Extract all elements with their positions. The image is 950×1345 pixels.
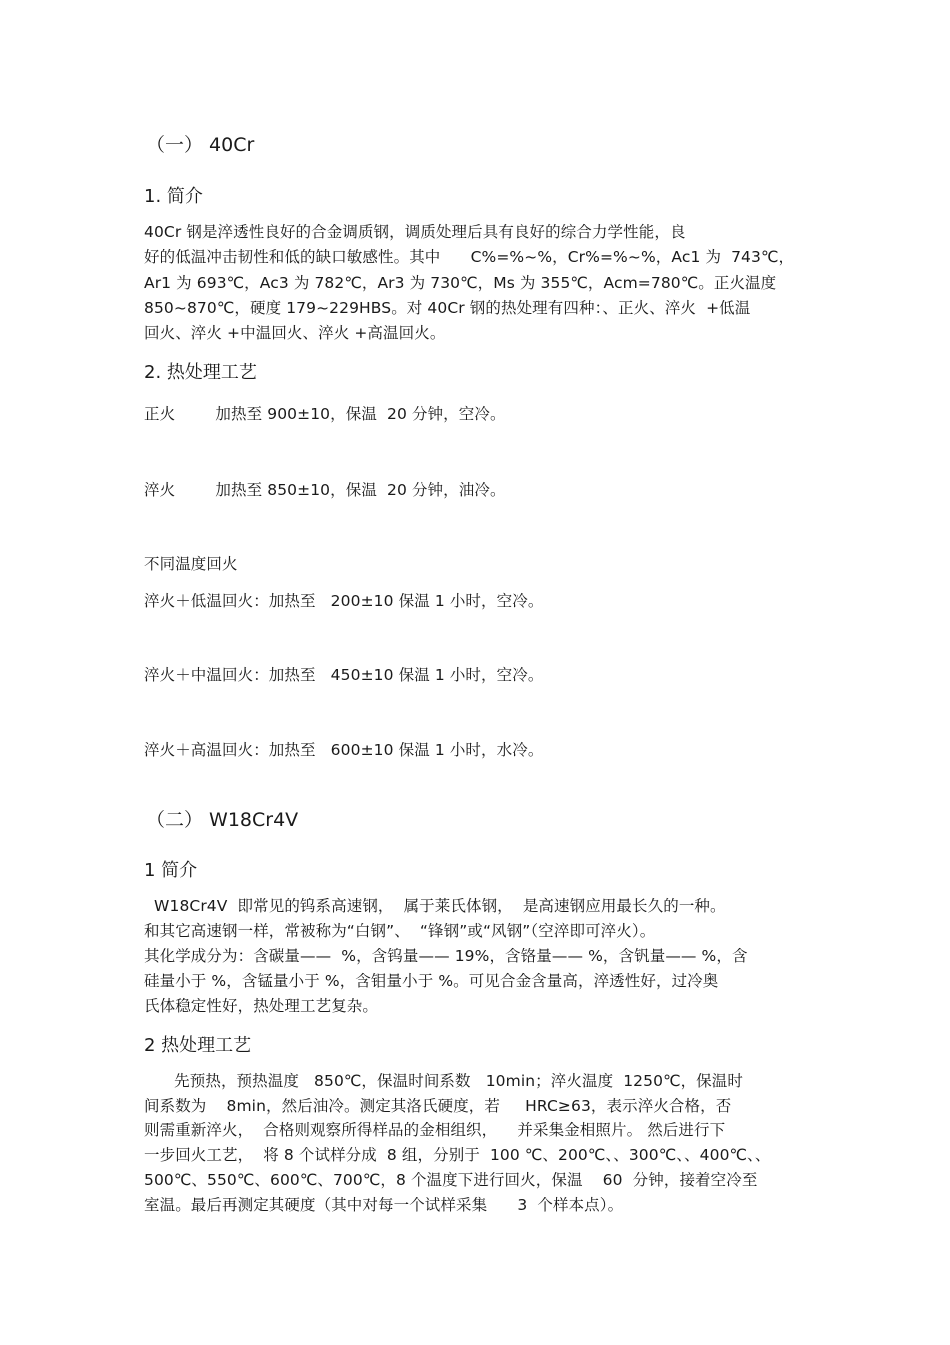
section2-intro-line: W18Cr4V 即常见的钨系高速钢， 属于莱氏体钢， 是高速钢应用最长久的一种。: [144, 897, 726, 915]
section2-process-line: 室温。最后再测定其硬度（其中对每一个试样采集 3 个样本点）。: [144, 1196, 624, 1214]
section2-process-line: 间系数为 8min，然后油冷。测定其洛氏硬度，若 HRC≥63，表示淬火合格，否: [144, 1097, 732, 1115]
section2-intro-line: 和其它高速钢一样，常被称为“白钢”、 “锋钢”或“风钢”（空淬即可淬火）。: [144, 922, 656, 940]
section2-intro-line: 氏体稳定性好，热处理工艺复杂。: [144, 997, 379, 1015]
section1-intro-line: 回火、淬火 +中温回火、淬火 +高温回火。: [144, 324, 446, 342]
section2-title: （二） W18Cr4V: [146, 809, 299, 831]
section2-process-line: 先预热，预热温度 850℃，保温时间系数 10min；淬火温度 1250℃，保温时: [144, 1072, 743, 1090]
section2-process-line: 500℃、550℃、600℃、700℃，8 个温度下进行回火，保温 60 分钟，接着空冷至: [144, 1171, 758, 1189]
tempering-heading: 不同温度回火: [144, 555, 238, 573]
section2-intro-heading: 1 简介: [144, 860, 198, 881]
section1-title: （一） 40Cr: [146, 134, 255, 156]
quenching-line: 淬火 加热至 850±10，保温 20 分钟，油冷。: [144, 481, 506, 499]
normalizing-line: 正火 加热至 900±10，保温 20 分钟，空冷。: [144, 405, 506, 423]
section1-intro-line: 40Cr 钢是淬透性良好的合金调质钢，调质处理后具有良好的综合力学性能，良: [144, 223, 686, 241]
section1-process-heading: 2. 热处理工艺: [144, 362, 257, 383]
tempering-low-line: 淬火＋低温回火：加热至 200±10 保温 1 小时，空冷。: [144, 592, 544, 610]
tempering-mid-line: 淬火＋中温回火：加热至 450±10 保温 1 小时，空冷。: [144, 666, 544, 684]
section2-intro-line: 硅量小于 %，含锰量小于 %，含钼量小于 %。可见合金含量高，淬透性好，过冷奥: [144, 972, 719, 990]
section1-intro-line: Ar1 为 693℃，Ac3 为 782℃，Ar3 为 730℃，Ms 为 355℃，Acm=780℃。正火温度: [144, 274, 777, 292]
section2-process-line: 一步回火工艺， 将 8 个试样分成 8 组，分别于 100 ℃、200℃、、300℃、、400℃、、: [144, 1146, 771, 1164]
tempering-high-line: 淬火＋高温回火：加热至 600±10 保温 1 小时，水冷。: [144, 741, 544, 759]
section2-process-line: 则需重新淬火， 合格则观察所得样品的金相组织， 并采集金相照片。 然后进行下: [144, 1121, 726, 1139]
section1-intro-line: 850~870℃，硬度 179~229HBS。对 40Cr 钢的热处理有四种：、正火、淬火 +低温: [144, 299, 751, 317]
section1-intro-heading: 1. 简介: [144, 186, 203, 207]
section2-intro-line: 其化学成分为：含碳量—— %，含钨量—— 19%，含铬量—— %，含钒量—— %，含: [144, 947, 748, 965]
section2-process-heading: 2 热处理工艺: [144, 1035, 252, 1056]
section1-intro-line: 好的低温冲击韧性和低的缺口敏感性。其中 C%=%~%，Cr%=%~%，Ac1 为 743℃，: [144, 248, 795, 266]
